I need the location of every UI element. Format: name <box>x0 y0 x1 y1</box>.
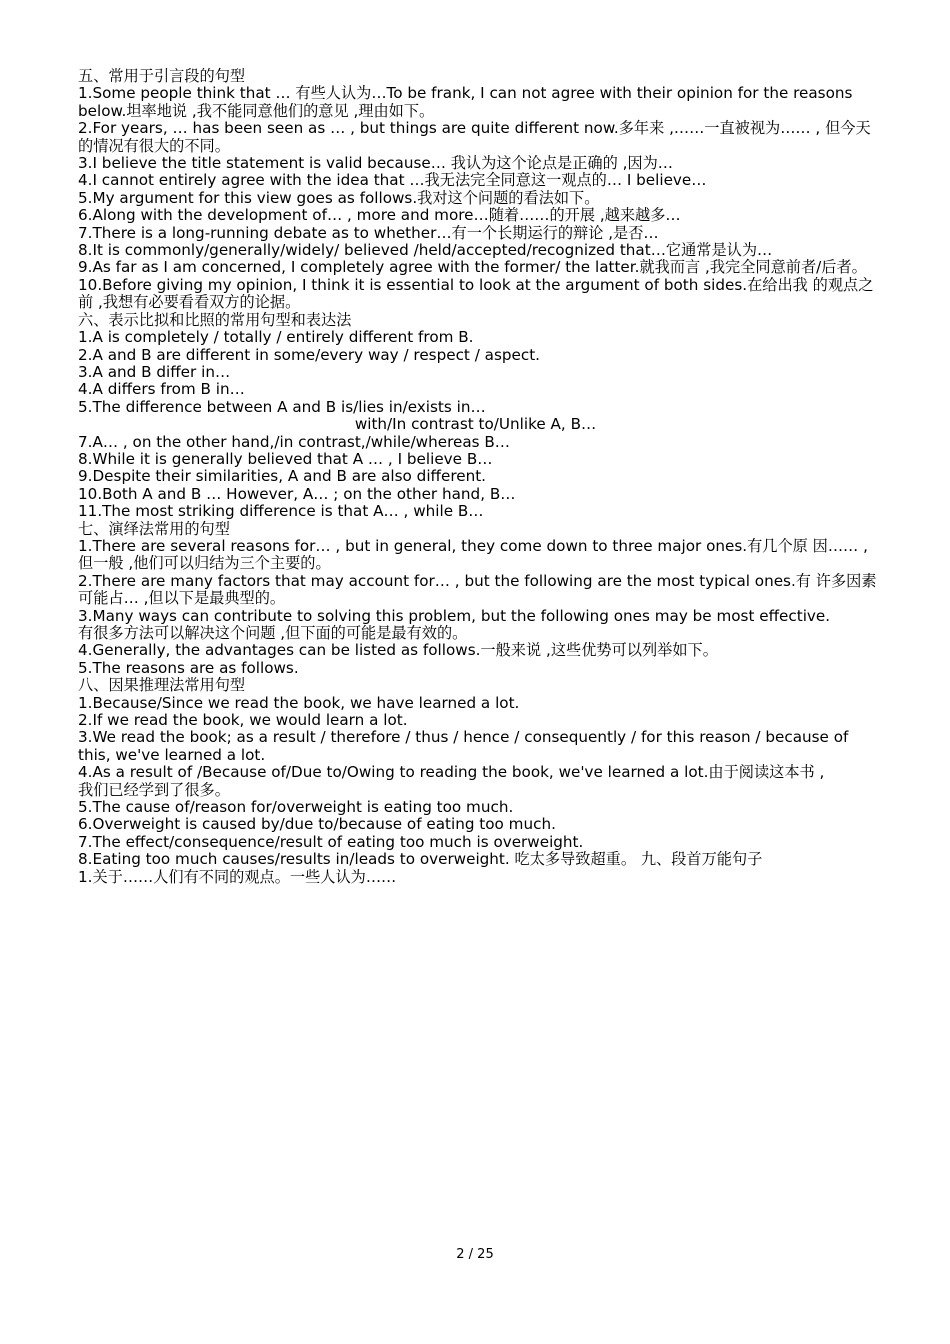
section-heading-5: 五、常用于引言段的句型 <box>78 67 246 85</box>
text-line: 1.关于……人们有不同的观点。一些人认为…… <box>78 867 397 886</box>
text-line: 4.Generally, the advantages can be listed as follows.一般来说 ,这些优势可以列举如下。 <box>78 641 718 660</box>
text-line: 7.The effect/consequence/result of eating too much is overweight. <box>78 832 584 851</box>
text-line: 1.Because/Since we read the book, we have learned a lot. <box>78 693 520 712</box>
text-line: 3.We read the book; as a result / therefore / thus / hence / consequently / for this reason / because of this, we've learned a lot. <box>78 728 849 764</box>
text-line: 5.The difference between A and B is/lies in/exists in… <box>78 397 486 416</box>
text-line: 9.As far as I am concerned, I completely agree with the former/ the latter.就我而言 ,我完全同意前者/后者。 <box>78 258 867 277</box>
text-line: 6.Along with the development of… , more and more…随着……的开展 ,越来越多… <box>78 206 681 225</box>
text-line: 7.A… , on the other hand,/in contrast,/while/whereas B… <box>78 432 510 451</box>
text-line: 8.It is commonly/generally/widely/ believed /held/accepted/recognized that…它通常是认为… <box>78 241 773 260</box>
text-line: 3.I believe the title statement is valid because… 我认为这个论点是正确的 ,因为… <box>78 154 673 173</box>
text-line: 4.I cannot entirely agree with the idea that …我无法完全同意这一观点的… I believe… <box>78 171 707 190</box>
text-line: 8.Eating too much causes/results in/leads to overweight. 吃太多导致超重。 九、段首万能句子 <box>78 850 763 869</box>
text-line: 2.A and B are different in some/every way / respect / aspect. <box>78 345 540 364</box>
text-line: 1.A is completely / totally / entirely different from B. <box>78 328 474 347</box>
text-line: 2.There are many factors that may account for… , but the following are the most typical ones.有 许多因素可能占… ,但以下是最典型的。 <box>78 571 877 608</box>
text-line-centered: with/In contrast to/Unlike A, B… <box>354 415 597 434</box>
text-line: 1.There are several reasons for… , but in general, they come down to three major ones.有几个原 因…… ,但一般 ,他们可以归结为三个主要的。 <box>78 536 868 573</box>
text-line: 3.A and B differ in… <box>78 362 231 381</box>
text-line: 1.Some people think that … 有些人认为…To be frank, I can not agree with their opinion for the reasons below.坦率地说 ,我不能同意他们的意见 ,理由如下。 <box>78 84 853 120</box>
text-line: 8.While it is generally believed that A … , I believe B… <box>78 449 493 468</box>
text-line: 5.The cause of/reason for/overweight is eating too much. <box>78 798 514 817</box>
text-line: 4.As a result of /Because of/Due to/Owing to reading the book, we've learned a lot.由于阅读这本书 , <box>78 763 825 782</box>
section-heading-7: 七、演绎法常用的句型 <box>78 519 230 538</box>
text-line: 7.There is a long-running debate as to whether…有一个长期运行的辩论 ,是否… <box>78 223 659 242</box>
text-line: 有很多方法可以解决这个问题 ,但下面的可能是最有效的。 <box>78 624 468 642</box>
text-line: 10.Both A and B … However, A… ; on the other hand, B… <box>78 484 516 503</box>
text-line: 5.The reasons are as follows. <box>78 658 299 677</box>
text-line: 2.If we read the book, we would learn a lot. <box>78 711 408 730</box>
text-line: 我们已经学到了很多。 <box>78 780 230 799</box>
section-heading-8: 八、因果推理法常用句型 <box>78 676 246 695</box>
document-body <box>68 68 883 886</box>
text-line: 6.Overweight is caused by/due to/because of eating too much. <box>78 815 556 834</box>
section-heading-6: 六、表示比拟和比照的常用句型和表达法 <box>78 310 352 329</box>
text-line: 5.My argument for this view goes as follows.我对这个问题的看法如下。 <box>78 188 600 207</box>
text-line: 11.The most striking difference is that A… , while B… <box>78 502 484 521</box>
text-line: 2.For years, … has been seen as … , but things are quite different now.多年来 ,……一直被视为…… , 但今天的情况有很大的不同。 <box>78 119 871 155</box>
text-line: 4.A differs from B in… <box>78 380 245 399</box>
page-number: 2 / 25 <box>456 1247 494 1262</box>
text-line: 3.Many ways can contribute to solving this problem, but the following ones may be most effective. <box>78 606 831 625</box>
text-line: 9.Despite their similarities, A and B are also different. <box>78 467 487 486</box>
text-line: 10.Before giving my opinion, I think it is essential to look at the argument of both sides.在给出我 的观点之前 ,我想有必要看看双方的论据。 <box>78 275 874 312</box>
